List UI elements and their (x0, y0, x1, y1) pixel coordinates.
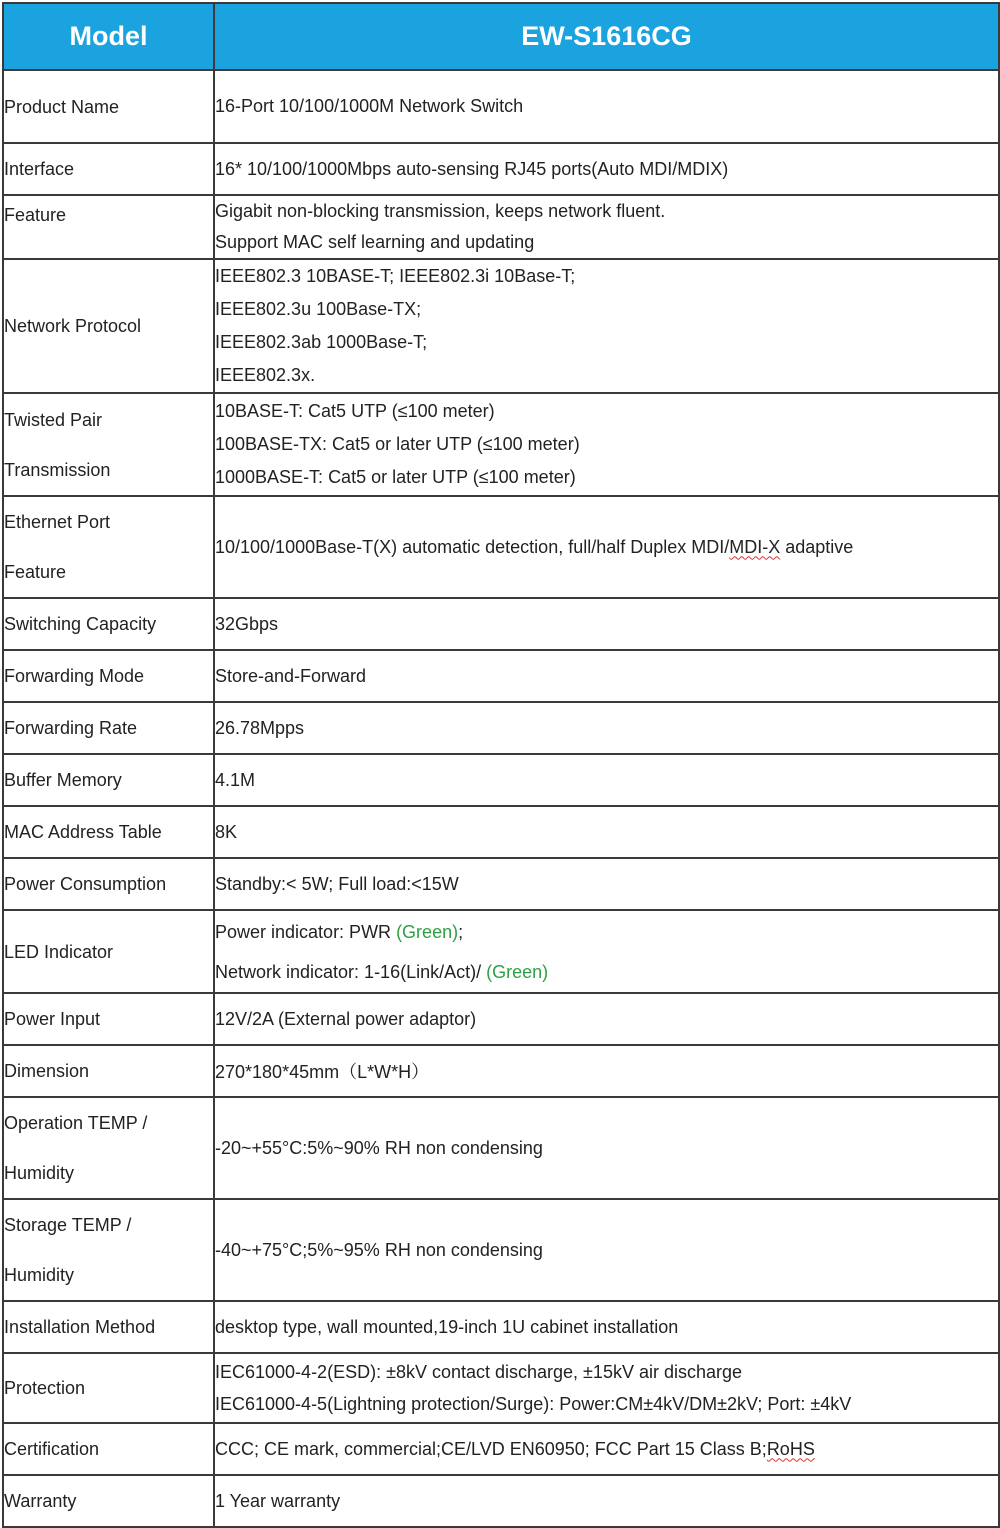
row-label: Dimension (3, 1045, 214, 1097)
row-label: MAC Address Table (3, 806, 214, 858)
model-header: Model (3, 3, 214, 70)
row-label: Power Input (3, 993, 214, 1045)
table-row (3, 754, 999, 806)
row-value: IEC61000-4-2(ESD): ±8kV contact discharge, ±15kV air discharge IEC61000-4-5(Lightning protection/Surge): Power:CM±4kV/DM±2kV; Port: ±4kV (214, 1353, 999, 1423)
spec-table (2, 2, 1000, 1528)
row-label: Operation TEMP / Humidity (3, 1097, 214, 1199)
table-row (3, 496, 999, 598)
row-label: Interface (3, 143, 214, 195)
row-label: Storage TEMP / Humidity (3, 1199, 214, 1301)
row-value: 32Gbps (214, 598, 999, 650)
row-label: Twisted Pair Transmission (3, 393, 214, 496)
led-color-green: (Green) (486, 961, 549, 982)
row-value: -40~+75°C;5%~95% RH non condensing (214, 1199, 999, 1301)
row-label: Network Protocol (3, 259, 214, 393)
table-row (3, 1301, 999, 1353)
row-value: Store-and-Forward (214, 650, 999, 702)
table-row (3, 393, 999, 496)
row-value: 26.78Mpps (214, 702, 999, 754)
row-label: Installation Method (3, 1301, 214, 1353)
table-row (3, 1199, 999, 1301)
model-value-header: EW-S1616CG (214, 3, 999, 70)
row-value: CCC; CE mark, commercial;CE/LVD EN60950; FCC Part 15 Class B;RoHS (214, 1423, 999, 1475)
row-value: 1 Year warranty (214, 1475, 999, 1527)
table-row (3, 143, 999, 195)
row-label: Ethernet Port Feature (3, 496, 214, 598)
table-row (3, 1475, 999, 1527)
row-value: 270*180*45mm（L*W*H） (214, 1045, 999, 1097)
table-row (3, 1045, 999, 1097)
row-value: 10BASE-T: Cat5 UTP (≤100 meter) 100BASE-TX: Cat5 or later UTP (≤100 meter) 1000BASE-T: Cat5 or later UTP (≤100 meter) (214, 393, 999, 496)
row-value: desktop type, wall mounted,19-inch 1U cabinet installation (214, 1301, 999, 1353)
row-label: Certification (3, 1423, 214, 1475)
row-label: Power Consumption (3, 858, 214, 910)
table-row (3, 70, 999, 143)
row-value: 16-Port 10/100/1000M Network Switch (214, 70, 999, 143)
row-value: 8K (214, 806, 999, 858)
row-value: -20~+55°C:5%~90% RH non condensing (214, 1097, 999, 1199)
table-row (3, 702, 999, 754)
table-row (3, 858, 999, 910)
row-value: IEEE802.3 10BASE-T; IEEE802.3i 10Base-T; IEEE802.3u 100Base-TX; IEEE802.3ab 1000Base-T; IEEE802.3x. (214, 259, 999, 393)
table-row (3, 806, 999, 858)
table-row (3, 195, 999, 259)
row-label: LED Indicator (3, 910, 214, 993)
table-row (3, 598, 999, 650)
table-row (3, 993, 999, 1045)
row-label: Warranty (3, 1475, 214, 1527)
table-row (3, 1353, 999, 1423)
row-label: Forwarding Rate (3, 702, 214, 754)
led-color-green: (Green) (396, 921, 459, 942)
table-row (3, 1097, 999, 1199)
table-row (3, 1423, 999, 1475)
row-value: 16* 10/100/1000Mbps auto-sensing RJ45 ports(Auto MDI/MDIX) (214, 143, 999, 195)
row-value: 4.1M (214, 754, 999, 806)
table-row (3, 259, 999, 393)
row-value: 10/100/1000Base-T(X) automatic detection, full/half Duplex MDI/MDI-X adaptive (214, 496, 999, 598)
row-value: Power indicator: PWR (Green); Network indicator: 1-16(Link/Act)/ (Green) (214, 910, 999, 993)
table-row (3, 650, 999, 702)
table-row (3, 910, 999, 993)
table-header-row (3, 3, 999, 70)
row-label: Product Name (3, 70, 214, 143)
row-value: Standby:< 5W; Full load:<15W (214, 858, 999, 910)
row-label: Feature (3, 195, 214, 259)
row-label: Forwarding Mode (3, 650, 214, 702)
row-label: Switching Capacity (3, 598, 214, 650)
row-label: Protection (3, 1353, 214, 1423)
row-value: 12V/2A (External power adaptor) (214, 993, 999, 1045)
row-label: Buffer Memory (3, 754, 214, 806)
row-value: Gigabit non-blocking transmission, keeps network fluent. Support MAC self learning and updating (214, 195, 999, 259)
